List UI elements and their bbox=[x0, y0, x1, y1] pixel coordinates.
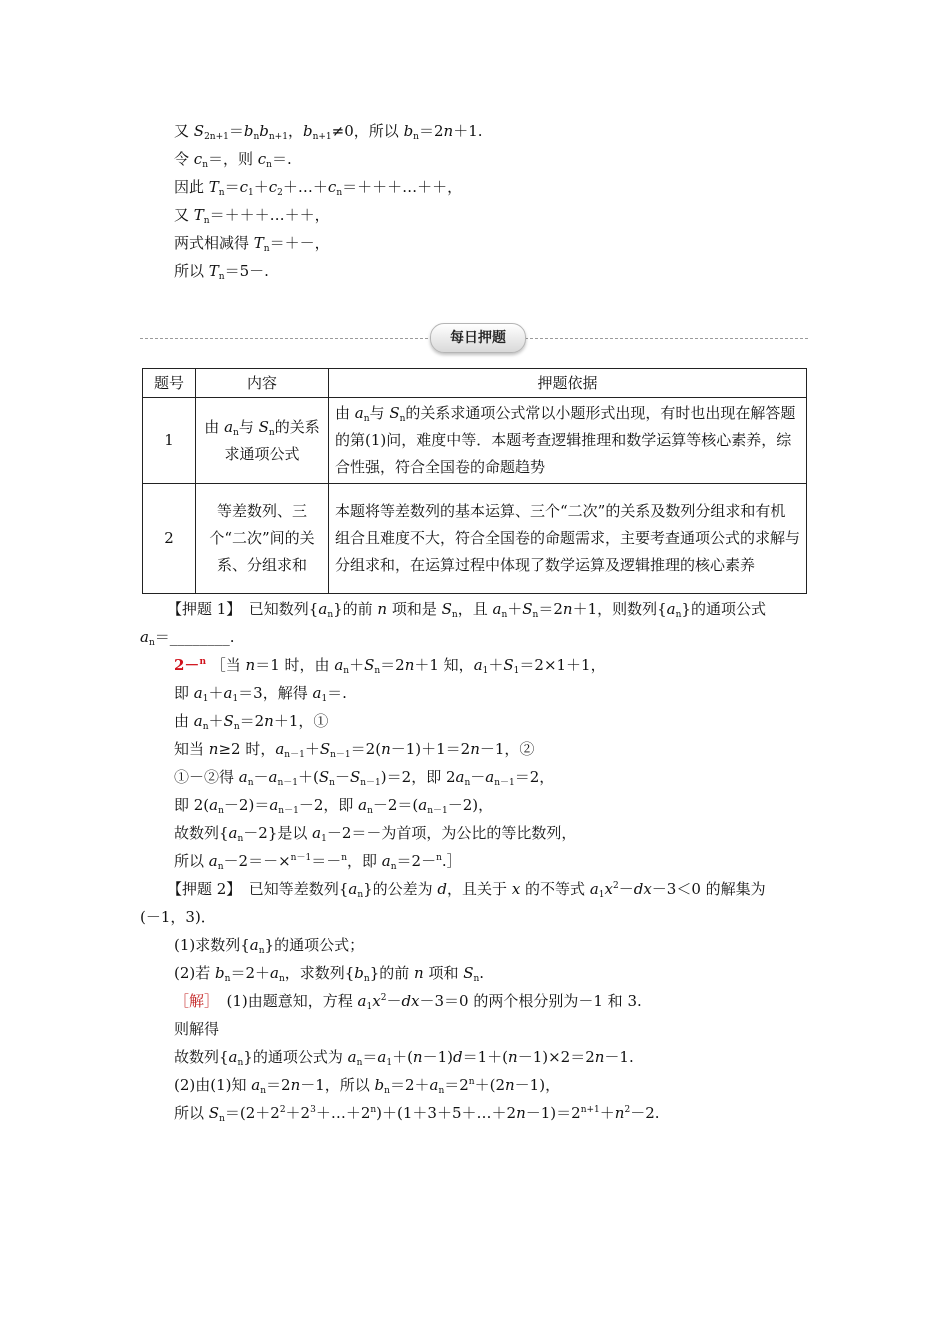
text-line: (2)若 $b_n=2+a_n$，求数列$\{b_n\}$的前 n 项和 $S_n$. bbox=[174, 964, 485, 984]
solution-tag: ［解］ bbox=[174, 992, 212, 1010]
text-line: 故数列$\{a_n-2\}$是以 $a_1-2=-$为首项，为公比的等比数列， bbox=[174, 824, 577, 844]
text-line: 又 $S_{2n+1}=b_nb_{n+1}$，$b_{n+1}\ne 0$，所以 $b_n=2n+1$. bbox=[174, 122, 483, 142]
text-line: 即 $a_1+a_1=3$，解得 $a_1=$. bbox=[174, 684, 347, 704]
section-banner: 每日押题 bbox=[430, 323, 526, 353]
prediction-table bbox=[142, 368, 807, 594]
text-line: 两式相减得 $T_n=+-$， bbox=[174, 234, 330, 254]
column-header: 押题依据 bbox=[329, 369, 807, 398]
text-line: 因此 $T_n=c_1+c_2+\dots+c_n=+++\dots++$， bbox=[174, 178, 463, 198]
text-line: 则解得 bbox=[174, 1020, 220, 1038]
text-line: 故数列$\{a_n\}$的通项公式为 $a_n=a_1+(n-1)d=1+(n-1)\times 2=2n-1$. bbox=[174, 1048, 634, 1068]
answer: 2－ bbox=[174, 656, 200, 674]
problem-2-statement: 【押题 2】 已知等差数列$\{a_n\}$的公差为 d，且关于 x 的不等式 $a_1x^2-dx-3<0$ 的解集为 bbox=[167, 880, 766, 900]
table-cell: 等差数列、三个“二次”间的关系、分组求和 bbox=[196, 484, 329, 594]
text-line: 所以 $a_n-2=-\times^{n-1}=-^n$，即 $a_n=2-^n.]$ bbox=[174, 852, 462, 872]
text-line: (1)求数列$\{a_n\}$的通项公式； bbox=[174, 936, 365, 956]
text-line: 令 $c_n=$，则 $c_n=$. bbox=[174, 150, 292, 170]
table-cell: 本题将等差数列的基本运算、三个“二次”的关系及数列分组求和有机组合且难度不大，符合全国卷的命题需求，主要考查通项公式的求解与分组求和，在运算过程中体现了数学运算及逻辑推理的核心素养 bbox=[329, 484, 807, 594]
text-line: 所以 $S_n=(2+2^2+2^3+\dots+2^n)+(1+3+5+\dots+2n-1)=2^{n+1}+n^2-2$. bbox=[174, 1104, 660, 1124]
text-line: ［解］ (1)由题意知，方程 $a_1x^2-dx-3=0$ 的两个根分别为－1 和 3. bbox=[174, 992, 642, 1012]
table-row bbox=[143, 484, 807, 594]
problem-1-statement: 【押题 1】 已知数列$\{a_n\}$的前 n 项和是 $S_n$，且 $a_n+S_n=2n+1$，则数列$\{a_n\}$的通项公式 bbox=[167, 600, 766, 620]
table-cell: 由 $a_n$与 $S_n$的关系求通项公式常以小题形式出现，有时也出现在解答题的第(1)问，难度中等．本题考查逻辑推理和数学运算等核心素养，综合性强，符合全国卷的命题趋势 bbox=[329, 398, 807, 484]
text-line: 所以 $T_n=5-$. bbox=[174, 262, 269, 282]
text-line: 知当 n≥2 时，$a_{n-1}+S_{n-1}=2(n-1)+1=2n-1$，② bbox=[174, 740, 535, 760]
text-line: $a_n=\_\_\_\_\_\_\_\_$. bbox=[140, 628, 235, 648]
text-line: ①－②得 $a_n-a_{n-1}+(S_n-S_{n-1})=2$，即 $2a_n-a_{n-1}=2$， bbox=[174, 768, 555, 788]
table-cell: 2 bbox=[143, 484, 196, 594]
table-cell: 由 $a_n$与 $S_n$的关系求通项公式 bbox=[196, 398, 329, 484]
table-header-row bbox=[143, 369, 807, 398]
text-line: 又 $T_n=+++\dots++$， bbox=[174, 206, 330, 226]
table-row bbox=[143, 398, 807, 484]
table-cell: 1 bbox=[143, 398, 196, 484]
text-line: (2)由(1)知 $a_n=2n-1$，所以 $b_n=2+a_n=2^n+(2n-1)$， bbox=[174, 1076, 561, 1096]
text-line: (－1，3)． bbox=[140, 908, 216, 926]
column-header: 内容 bbox=[196, 369, 329, 398]
text-line: 由 $a_n+S_n=2n+1$，① bbox=[174, 712, 329, 732]
text-line: 2－$^n$ ［当 n＝1 时，由 $a_n+S_n=2n+1$ 知，$a_1+S_1=2\times 1+1$， bbox=[174, 656, 606, 676]
column-header: 题号 bbox=[143, 369, 196, 398]
text-line: 即 $2(a_n-2)=a_{n-1}-2$，即 $a_n-2=(a_{n-1}-2)$， bbox=[174, 796, 494, 816]
